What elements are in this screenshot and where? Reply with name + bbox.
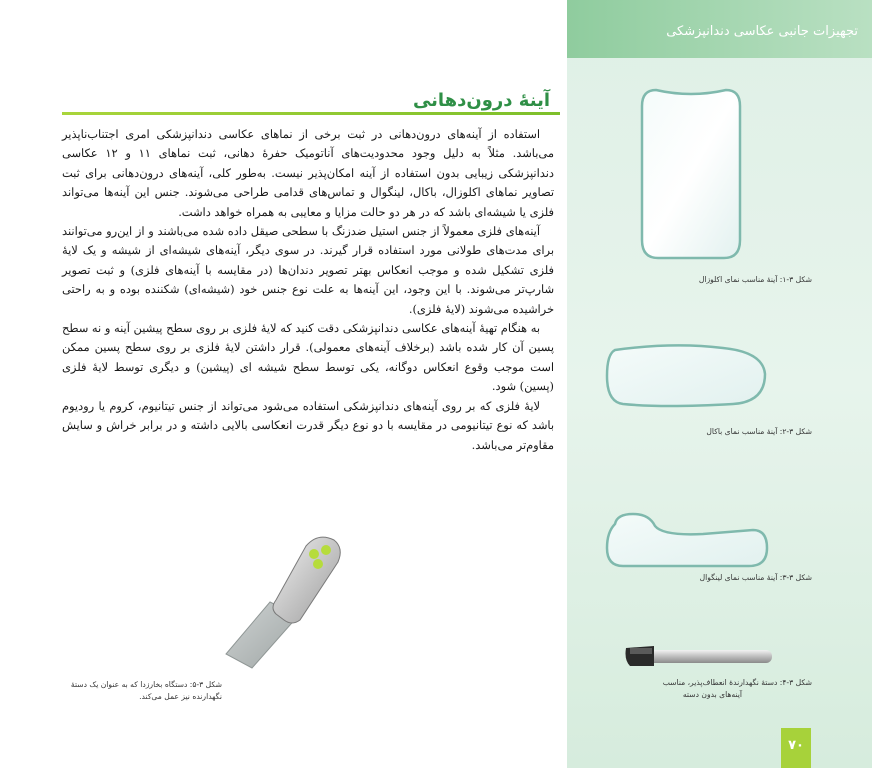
figure-1-caption: شکل ۳-۱: آینهٔ مناسب نمای اکلوزال bbox=[698, 275, 812, 284]
figure-5-caption-line-2: نگهدارنده نیز عمل می‌کند. bbox=[139, 692, 222, 701]
paragraph-1: استفاده از آینه‌های درون‌دهانی در ثبت برخی از نماهای عکاسی دندانپزشکی امری اجتناب‌ناپذیر می‌باشد. مثلاً به دلیل وجود محدودیت‌های آناتومیک حفرهٔ دهانی، ثبت نماهای ۱۱ و ۱۲ عکاسی دندانپزشکی زیبایی بدون استفاده از آینه امکان‌پذیر نیست. به‌طور کلی، آینه‌های درون‌دهانی برای ثبت تصاویر نماهای اکلوزال، باکال، لینگوال و تماس‌های قدامی طراحی می‌شوند. جنس این آینه‌ها می‌تواند فلزی یا شیشه‌ای باشد که در هر دو حالت مزایا و معایبی به همراه خواهد داشت. bbox=[62, 127, 554, 219]
paragraph-4: لایهٔ فلزی که بر روی آینه‌های دندانپزشکی استفاده می‌شود می‌تواند از جنس تیتانیوم، کروم یا رودیوم باشد که نوع تیتانیومی در مقایسه با دو نوع دیگر قدرت انعکاسی بالایی داشته و در برابر خراش و سایش مقاوم‌تر می‌باشد. bbox=[62, 398, 554, 452]
figure-4-caption-line-2: آینه‌های بدون دسته bbox=[682, 690, 742, 699]
occlusal-mirror-image bbox=[636, 84, 746, 264]
mirror-handle-image bbox=[620, 640, 775, 674]
figure-2-caption: شکل ۳-۲: آینهٔ مناسب نمای باکال bbox=[706, 427, 812, 436]
figure-4-caption-line-1: شکل ۳-۴: دستهٔ نگهدارندهٔ انعطاف‌پذیر، مناسب bbox=[662, 678, 812, 687]
figure-5-caption-line-1: شکل ۳-۵: دستگاه بخارزدا که به عنوان یک دستهٔ bbox=[70, 680, 222, 689]
page-number: ۷۰ bbox=[788, 738, 804, 753]
body-text bbox=[62, 125, 554, 455]
paragraph-3: به هنگام تهیهٔ آینه‌های عکاسی دندانپزشکی دقت کنید که لایهٔ فلزی بر روی سطح پیشین آینه و نه سطح پسین آن کار شده باشد (برخلاف آینه‌های معمولی). قرار داشتن لایهٔ فلزی بر روی سطح پسین ممکن است موجب وقوع انعکاس دوگانه، یکی توسط سطح شیشه ای (پیشین) و دیگری توسط لایهٔ فلزی (پسین) شود. bbox=[62, 321, 554, 394]
paragraph-2: آینه‌های فلزی معمولاً از جنس استیل ضدزنگ با سطحی صیقل داده شده می‌باشند و از این‌رو می‌توانند برای مدت‌های طولانی مورد استفاده قرار گیرند. در سوی دیگر، آینه‌های شیشه‌ای از شیشه و یک لایهٔ فلزی تشکیل شده و موجب انعکاس بهتر تصویر دندان‌ها (در مقایسه با آینه‌های فلزی) و ثبت تصویر شارپ‌تر می‌شوند. با این وجود، این آینه‌ها به علت نوع جنس خود (شیشه‌ای) شکننده بوده و به راحتی خراشیده می‌شوند (لایهٔ فلزی). bbox=[62, 224, 554, 316]
section-title: آینهٔ درون‌دهانی bbox=[412, 90, 550, 111]
title-underline bbox=[62, 112, 560, 115]
buccal-mirror-image bbox=[603, 340, 771, 412]
antifog-device-image bbox=[222, 520, 364, 670]
chapter-title: تجهیزات جانبی عکاسی دندانپزشکی bbox=[666, 24, 858, 39]
lingual-mirror-image bbox=[603, 510, 771, 572]
figure-3-caption: شکل ۳-۳: آینهٔ مناسب نمای لینگوال bbox=[699, 573, 812, 582]
